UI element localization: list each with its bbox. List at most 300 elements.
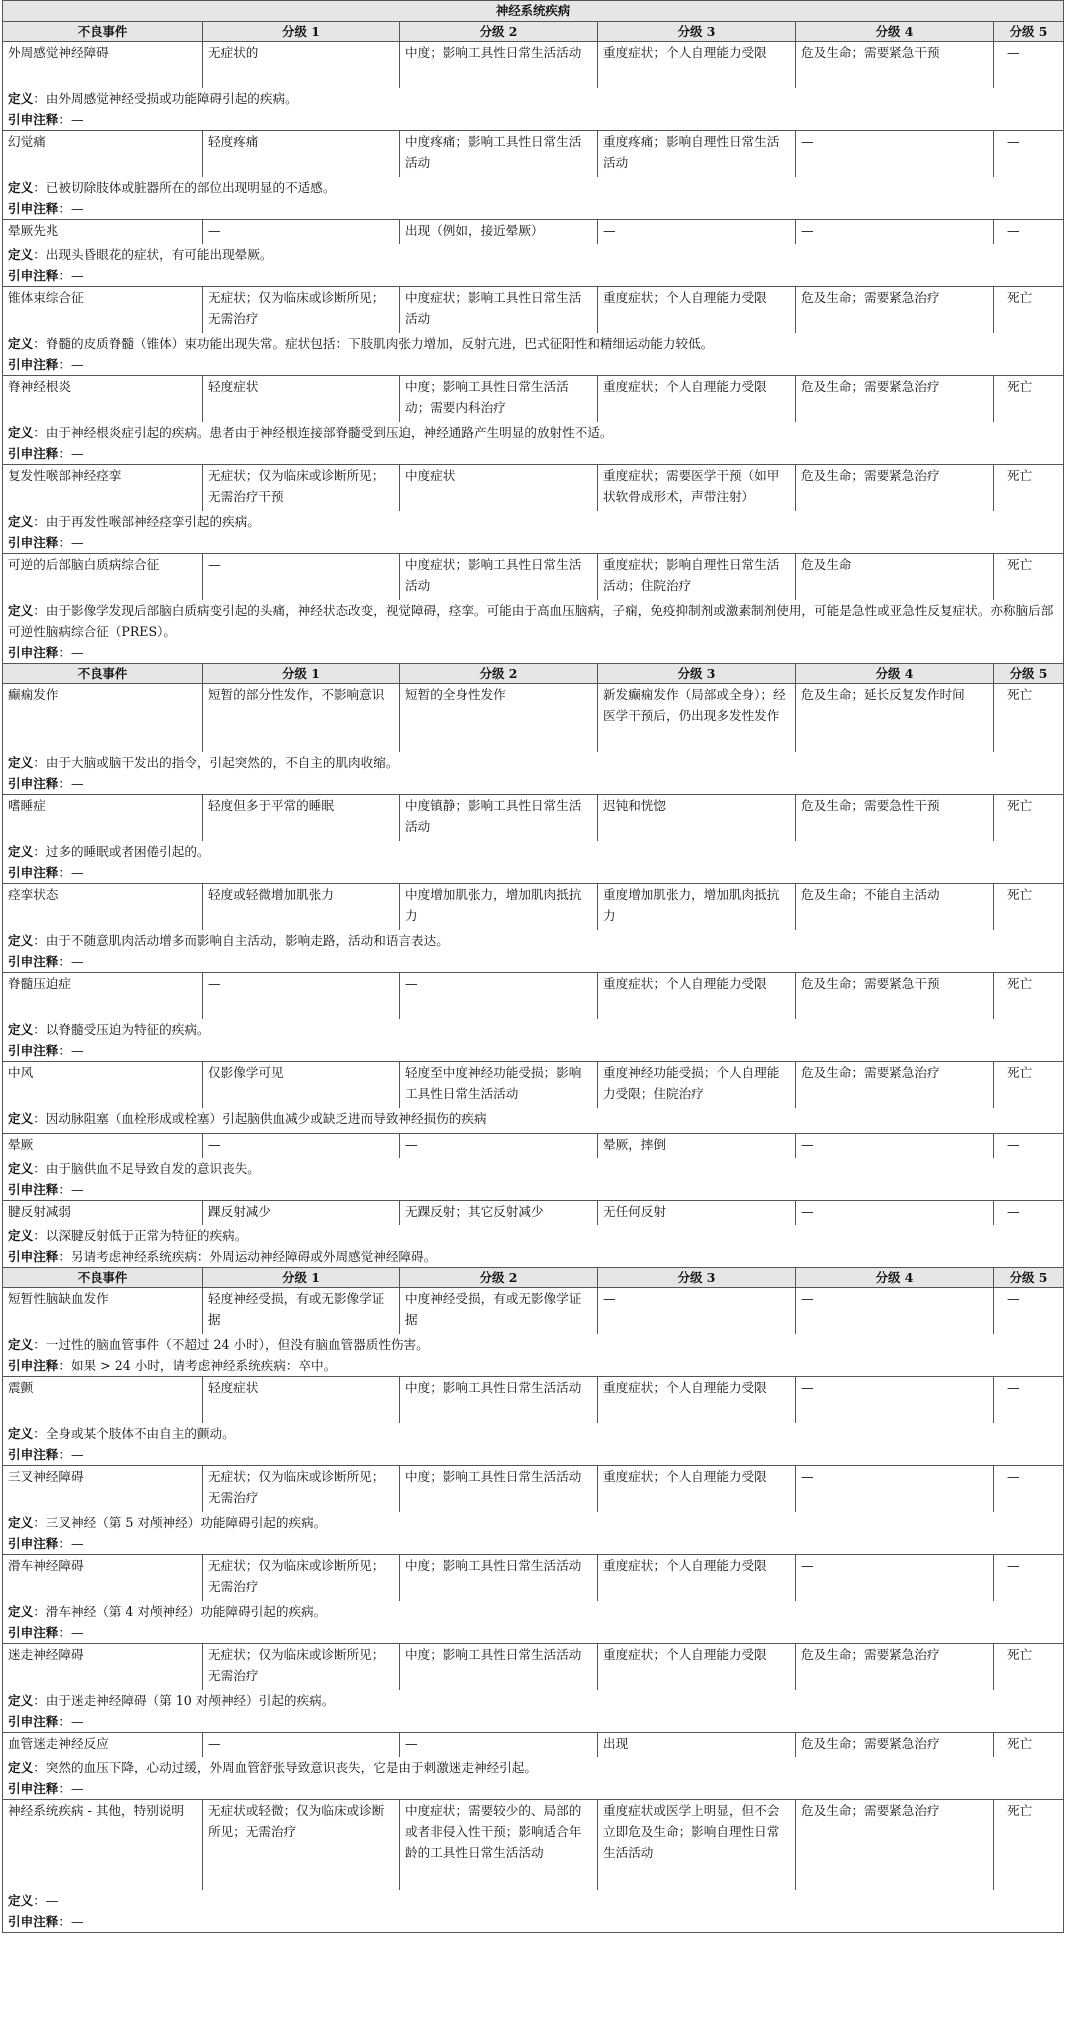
grade-1-cell: — <box>203 554 400 601</box>
note-text: ：另请考虑神经系统疾病：外周运动神经障碍或外周感觉神经障碍。 <box>58 1249 437 1264</box>
note-label: 引申注释 <box>8 1714 59 1729</box>
definition-cell <box>3 1334 1064 1355</box>
grade-3-cell: — <box>598 1288 796 1335</box>
grade-2-cell: 中度；影响工具性日常生活活动 <box>400 1377 598 1424</box>
header-grade-3: 分级 3 <box>598 664 796 684</box>
grade-1-cell: 短暂的部分性发作，不影响意识 <box>203 684 400 753</box>
note-row <box>3 354 1064 376</box>
grade-2-cell: 轻度至中度神经功能受损；影响工具性日常生活活动 <box>400 1062 598 1109</box>
definition-row <box>3 1757 1064 1778</box>
definition-cell <box>3 1512 1064 1533</box>
definition-row <box>3 1512 1064 1533</box>
note-text: ：— <box>58 1714 84 1729</box>
definition-row <box>3 752 1064 773</box>
grade-3-cell: 重度症状；需要医学干预（如甲状软骨成形术，声带注射） <box>598 465 796 512</box>
event-row <box>3 1134 1064 1159</box>
note-cell <box>3 642 1064 664</box>
definition-cell <box>3 177 1064 198</box>
note-row <box>3 265 1064 287</box>
grade-2-cell: 出现（例如，接近晕厥） <box>400 220 598 245</box>
event-name: 震颤 <box>3 1377 203 1424</box>
event-row <box>3 465 1064 512</box>
note-label: 引申注释 <box>8 1249 59 1264</box>
note-cell <box>3 265 1064 287</box>
note-label: 引申注释 <box>8 1358 59 1373</box>
grade-2-cell: — <box>400 1134 598 1159</box>
grade-5-cell: 死亡 <box>994 684 1064 753</box>
definition-label: 定义 <box>8 1893 34 1908</box>
note-label: 引申注释 <box>8 1625 59 1640</box>
event-name: 脊神经根炎 <box>3 376 203 423</box>
grade-4-cell: — <box>796 220 994 245</box>
header-grade-4: 分级 4 <box>796 1268 994 1288</box>
definition-label: 定义 <box>8 1426 34 1441</box>
grade-2-cell: 中度；影响工具性日常生活活动 <box>400 1466 598 1513</box>
grade-1-cell: 无症状；仅为临床或诊断所见；无需治疗干预 <box>203 465 400 512</box>
note-row <box>3 198 1064 220</box>
note-label: 引申注释 <box>8 1781 59 1796</box>
event-name: 腱反射减弱 <box>3 1201 203 1226</box>
grade-2-cell: 中度镇静；影响工具性日常生活活动 <box>400 795 598 842</box>
note-label: 引申注释 <box>8 954 59 969</box>
grade-2-cell: 中度症状；需要较少的、局部的或者非侵入性干预；影响适合年龄的工具性日常生活活动 <box>400 1800 598 1891</box>
grade-4-cell: 危及生命；需要急性干预 <box>796 795 994 842</box>
grade-4-cell: 危及生命；需要紧急治疗 <box>796 465 994 512</box>
grade-5-cell: — <box>994 42 1064 89</box>
grade-2-cell: 中度；影响工具性日常生活活动 <box>400 1555 598 1602</box>
note-text: ：— <box>58 645 84 660</box>
note-row <box>3 951 1064 973</box>
note-cell <box>3 1355 1064 1377</box>
event-row <box>3 884 1064 931</box>
definition-row <box>3 930 1064 951</box>
definition-row <box>3 1158 1064 1179</box>
event-name: 神经系统疾病 - 其他，特别说明 <box>3 1800 203 1891</box>
event-name: 短暂性脑缺血发作 <box>3 1288 203 1335</box>
grade-4-cell: 危及生命；需要紧急干预 <box>796 973 994 1020</box>
grade-1-cell: 轻度症状 <box>203 376 400 423</box>
definition-label: 定义 <box>8 247 34 262</box>
grade-1-cell: 轻度但多于平常的睡眠 <box>203 795 400 842</box>
definition-label: 定义 <box>8 1161 34 1176</box>
event-name: 锥体束综合征 <box>3 287 203 334</box>
grade-4-cell: 危及生命；不能自主活动 <box>796 884 994 931</box>
note-row <box>3 1911 1064 1933</box>
note-cell <box>3 773 1064 795</box>
grade-1-cell: 轻度症状 <box>203 1377 400 1424</box>
definition-label: 定义 <box>8 425 34 440</box>
definition-text: ：由于脑供血不足导致自发的意识丧失。 <box>33 1161 260 1176</box>
definition-cell <box>3 1108 1064 1129</box>
event-name: 嗜睡症 <box>3 795 203 842</box>
event-row <box>3 1466 1064 1513</box>
grade-3-cell: 重度症状；个人自理能力受限 <box>598 376 796 423</box>
header-adverse-event: 不良事件 <box>3 22 203 42</box>
header-row <box>3 664 1064 684</box>
grade-3-cell: 重度疼痛；影响自理性日常生活活动 <box>598 131 796 178</box>
grade-3-cell: 重度症状；个人自理能力受限 <box>598 1466 796 1513</box>
note-text: ：— <box>58 1536 84 1551</box>
definition-text: ：突然的血压下降，心动过缓，外周血管舒张导致意识丧失，它是由于刺激迷走神经引起。 <box>33 1760 537 1775</box>
grade-4-cell: — <box>796 1377 994 1424</box>
grade-5-cell: 死亡 <box>994 795 1064 842</box>
note-row <box>3 1778 1064 1800</box>
grade-5-cell: — <box>994 1288 1064 1335</box>
note-text: ：— <box>58 1043 84 1058</box>
event-name: 中风 <box>3 1062 203 1109</box>
grade-5-cell: — <box>994 1377 1064 1424</box>
event-name: 滑车神经障碍 <box>3 1555 203 1602</box>
grade-1-cell: — <box>203 973 400 1020</box>
definition-label: 定义 <box>8 755 34 770</box>
definition-label: 定义 <box>8 91 34 106</box>
note-row <box>3 443 1064 465</box>
note-text: ：— <box>58 1447 84 1462</box>
definition-row <box>3 177 1064 198</box>
definition-row <box>3 600 1064 642</box>
event-row <box>3 42 1064 89</box>
grade-2-cell: 短暂的全身性发作 <box>400 684 598 753</box>
event-name: 血管迷走神经反应 <box>3 1733 203 1758</box>
grade-5-cell: — <box>994 1134 1064 1159</box>
note-label: 引申注释 <box>8 776 59 791</box>
note-text: ：— <box>58 201 84 216</box>
note-label: 引申注释 <box>8 865 59 880</box>
grade-1-cell: 无症状；仅为临床或诊断所见；无需治疗 <box>203 1644 400 1691</box>
note-text: ：— <box>58 112 84 127</box>
grade-3-cell: 重度症状；个人自理能力受限 <box>598 287 796 334</box>
definition-row <box>3 1108 1064 1129</box>
grade-2-cell: — <box>400 1733 598 1758</box>
note-row <box>3 1179 1064 1201</box>
definition-label: 定义 <box>8 933 34 948</box>
note-label: 引申注释 <box>8 1182 59 1197</box>
definition-row <box>3 1225 1064 1246</box>
header-grade-2: 分级 2 <box>400 22 598 42</box>
adverse-event-table <box>2 0 1064 1933</box>
grade-2-cell: 中度；影响工具性日常生活活动；需要内科治疗 <box>400 376 598 423</box>
grade-2-cell: 中度；影响工具性日常生活活动 <box>400 42 598 89</box>
grade-3-cell: 重度症状或医学上明显，但不会立即危及生命；影响自理性日常生活活动 <box>598 1800 796 1891</box>
grade-4-cell: 危及生命；需要紧急治疗 <box>796 1800 994 1891</box>
grade-4-cell: 危及生命；需要紧急治疗 <box>796 1733 994 1758</box>
header-grade-5: 分级 5 <box>994 664 1064 684</box>
grade-2-cell: 中度疼痛；影响工具性日常生活活动 <box>400 131 598 178</box>
definition-text: ：过多的睡眠或者困倦引起的。 <box>33 844 210 859</box>
event-row <box>3 1733 1064 1758</box>
table-title: 神经系统疾病 <box>3 1 1064 22</box>
definition-label: 定义 <box>8 1604 34 1619</box>
header-grade-2: 分级 2 <box>400 1268 598 1288</box>
grade-1-cell: 无症状的 <box>203 42 400 89</box>
grade-3-cell: 重度症状；影响自理性日常生活活动；住院治疗 <box>598 554 796 601</box>
note-cell <box>3 1040 1064 1062</box>
definition-cell <box>3 1757 1064 1778</box>
grade-4-cell: — <box>796 1288 994 1335</box>
definition-text: ：三叉神经（第 5 对颅神经）功能障碍引起的疾病。 <box>33 1515 327 1530</box>
header-row <box>3 1268 1064 1288</box>
header-grade-4: 分级 4 <box>796 664 994 684</box>
note-label: 引申注释 <box>8 1536 59 1551</box>
grade-1-cell: 无症状；仅为临床或诊断所见；无需治疗 <box>203 1555 400 1602</box>
definition-text: ：由于影像学发现后部脑白质病变引起的头痛，神经状态改变，视觉障碍，痉挛。可能由于高血压脑病，子痫，免疫抑制剂或激素制剂使用，可能是急性或亚急性反复症状。亦称脑后部可逆性脑病综合征（PRES）。 <box>8 603 1054 639</box>
definition-row <box>3 244 1064 265</box>
note-cell <box>3 951 1064 973</box>
event-name: 痉挛状态 <box>3 884 203 931</box>
header-grade-1: 分级 1 <box>203 22 400 42</box>
definition-row <box>3 1601 1064 1622</box>
definition-cell <box>3 244 1064 265</box>
grade-5-cell: — <box>994 131 1064 178</box>
note-row <box>3 1355 1064 1377</box>
note-cell <box>3 862 1064 884</box>
grade-4-cell: — <box>796 1555 994 1602</box>
note-text: ：— <box>58 1182 84 1197</box>
definition-label: 定义 <box>8 1111 34 1126</box>
definition-cell <box>3 88 1064 109</box>
table-title-row <box>3 1 1064 22</box>
event-name: 癫痫发作 <box>3 684 203 753</box>
note-label: 引申注释 <box>8 446 59 461</box>
grade-2-cell: 无踝反射；其它反射减少 <box>400 1201 598 1226</box>
definition-text: ：全身或某个肢体不由自主的颤动。 <box>33 1426 235 1441</box>
definition-text: ：一过性的脑血管事件（不超过 24 小时），但没有脑血管器质性伤害。 <box>33 1337 429 1352</box>
definition-cell <box>3 1423 1064 1444</box>
definition-row <box>3 1334 1064 1355</box>
event-row <box>3 1555 1064 1602</box>
grade-3-cell: 迟钝和恍惚 <box>598 795 796 842</box>
event-name: 复发性喉部神经痉挛 <box>3 465 203 512</box>
definition-row <box>3 1423 1064 1444</box>
grade-3-cell: 重度症状；个人自理能力受限 <box>598 1644 796 1691</box>
definition-row <box>3 1890 1064 1911</box>
note-label: 引申注释 <box>8 201 59 216</box>
definition-cell <box>3 1019 1064 1040</box>
note-label: 引申注释 <box>8 268 59 283</box>
definition-text: ：由外周感觉神经受损或功能障碍引起的疾病。 <box>33 91 298 106</box>
definition-cell <box>3 1225 1064 1246</box>
event-name: 晕厥 <box>3 1134 203 1159</box>
grade-1-cell: 轻度疼痛 <box>203 131 400 178</box>
grade-1-cell: 无症状；仅为临床或诊断所见；无需治疗 <box>203 287 400 334</box>
event-row <box>3 220 1064 245</box>
grade-5-cell: 死亡 <box>994 1644 1064 1691</box>
definition-label: 定义 <box>8 514 34 529</box>
header-grade-5: 分级 5 <box>994 1268 1064 1288</box>
grade-5-cell: 死亡 <box>994 884 1064 931</box>
note-row <box>3 773 1064 795</box>
note-cell <box>3 1246 1064 1268</box>
grade-4-cell: 危及生命；延长反复发作时间 <box>796 684 994 753</box>
grade-5-cell: 死亡 <box>994 1800 1064 1891</box>
event-name: 晕厥先兆 <box>3 220 203 245</box>
grade-2-cell: 中度症状 <box>400 465 598 512</box>
grade-4-cell: — <box>796 1466 994 1513</box>
definition-label: 定义 <box>8 336 34 351</box>
grade-1-cell: — <box>203 1134 400 1159</box>
note-cell <box>3 198 1064 220</box>
grade-4-cell: — <box>796 1134 994 1159</box>
note-label: 引申注释 <box>8 112 59 127</box>
note-cell <box>3 532 1064 554</box>
header-grade-1: 分级 1 <box>203 664 400 684</box>
definition-cell <box>3 1158 1064 1179</box>
grade-3-cell: 重度症状；个人自理能力受限 <box>598 42 796 89</box>
grade-5-cell: 死亡 <box>994 973 1064 1020</box>
grade-1-cell: 轻度或轻微增加肌张力 <box>203 884 400 931</box>
definition-cell <box>3 511 1064 532</box>
note-text: ：如果 > 24 小时，请考虑神经系统疾病：卒中。 <box>58 1358 337 1373</box>
header-adverse-event: 不良事件 <box>3 664 203 684</box>
header-row <box>3 22 1064 42</box>
note-row <box>3 109 1064 131</box>
event-row <box>3 1062 1064 1109</box>
event-row <box>3 795 1064 842</box>
event-row <box>3 131 1064 178</box>
grade-4-cell: — <box>796 131 994 178</box>
definition-cell <box>3 600 1064 642</box>
note-label: 引申注释 <box>8 1043 59 1058</box>
definition-cell <box>3 333 1064 354</box>
note-label: 引申注释 <box>8 535 59 550</box>
definition-cell <box>3 1601 1064 1622</box>
event-row <box>3 684 1064 753</box>
definition-cell <box>3 1890 1064 1911</box>
header-grade-3: 分级 3 <box>598 22 796 42</box>
note-row <box>3 862 1064 884</box>
definition-text: ：由于迷走神经障碍（第 10 对颅神经）引起的疾病。 <box>33 1693 335 1708</box>
definition-cell <box>3 752 1064 773</box>
note-text: ：— <box>58 954 84 969</box>
definition-text: ：由于不随意肌肉活动增多而影响自主活动，影响走路，活动和语言表达。 <box>33 933 449 948</box>
event-row <box>3 376 1064 423</box>
grade-2-cell: 中度增加肌张力，增加肌肉抵抗力 <box>400 884 598 931</box>
definition-text: ：滑车神经（第 4 对颅神经）功能障碍引起的疾病。 <box>33 1604 327 1619</box>
note-cell <box>3 443 1064 465</box>
header-grade-3: 分级 3 <box>598 1268 796 1288</box>
event-row <box>3 1377 1064 1424</box>
note-row <box>3 532 1064 554</box>
note-row <box>3 1040 1064 1062</box>
definition-text: ：以脊髓受压迫为特征的疾病。 <box>33 1022 210 1037</box>
note-row <box>3 1444 1064 1466</box>
note-text: ：— <box>58 535 84 550</box>
definition-row <box>3 333 1064 354</box>
definition-text: ：由于再发性喉部神经痉挛引起的疾病。 <box>33 514 260 529</box>
definition-text: ：出现头昏眼花的症状，有可能出现晕厥。 <box>33 247 273 262</box>
note-cell <box>3 1444 1064 1466</box>
ctcae-sheet <box>2 0 1063 1933</box>
grade-5-cell: 死亡 <box>994 376 1064 423</box>
note-text: ：— <box>58 776 84 791</box>
event-name: 三叉神经障碍 <box>3 1466 203 1513</box>
definition-label: 定义 <box>8 1760 34 1775</box>
definition-text: ：由于神经根炎症引起的疾病。患者由于神经根连接部脊髓受到压迫，神经通路产生明显的放射性不适。 <box>33 425 613 440</box>
grade-3-cell: 重度增加肌张力，增加肌肉抵抗力 <box>598 884 796 931</box>
note-cell <box>3 1622 1064 1644</box>
definition-cell <box>3 841 1064 862</box>
note-row <box>3 642 1064 664</box>
definition-label: 定义 <box>8 1022 34 1037</box>
definition-label: 定义 <box>8 1693 34 1708</box>
grade-1-cell: 踝反射减少 <box>203 1201 400 1226</box>
definition-row <box>3 1690 1064 1711</box>
note-label: 引申注释 <box>8 357 59 372</box>
grade-5-cell: — <box>994 1466 1064 1513</box>
note-cell <box>3 1711 1064 1733</box>
definition-row <box>3 422 1064 443</box>
note-row <box>3 1246 1064 1268</box>
grade-3-cell: 出现 <box>598 1733 796 1758</box>
grade-5-cell: 死亡 <box>994 1733 1064 1758</box>
note-cell <box>3 1533 1064 1555</box>
header-grade-4: 分级 4 <box>796 22 994 42</box>
note-label: 引申注释 <box>8 645 59 660</box>
grade-4-cell: 危及生命；需要紧急治疗 <box>796 1644 994 1691</box>
event-name: 脊髓压迫症 <box>3 973 203 1020</box>
definition-text: ：因动脉阻塞（血栓形成或栓塞）引起脑供血减少或缺乏进而导致神经损伤的疾病 <box>33 1111 487 1126</box>
note-cell <box>3 109 1064 131</box>
grade-5-cell: 死亡 <box>994 1062 1064 1109</box>
note-text: ：— <box>58 865 84 880</box>
note-text: ：— <box>58 1781 84 1796</box>
grade-3-cell: 重度症状；个人自理能力受限 <box>598 1377 796 1424</box>
note-row <box>3 1622 1064 1644</box>
definition-label: 定义 <box>8 180 34 195</box>
note-cell <box>3 1911 1064 1933</box>
grade-5-cell: — <box>994 1201 1064 1226</box>
note-text: ：— <box>58 1625 84 1640</box>
definition-row <box>3 841 1064 862</box>
definition-text: ：脊髓的皮质脊髓（锥体）束功能出现失常。症状包括：下肢肌肉张力增加，反射亢进，巴式征阳性和精细运动能力较低。 <box>33 336 714 351</box>
grade-5-cell: — <box>994 1555 1064 1602</box>
event-name: 外周感觉神经障碍 <box>3 42 203 89</box>
grade-5-cell: 死亡 <box>994 287 1064 334</box>
event-row <box>3 287 1064 334</box>
definition-label: 定义 <box>8 1228 34 1243</box>
grade-4-cell: 危及生命；需要紧急治疗 <box>796 376 994 423</box>
definition-text: ：— <box>33 1893 59 1908</box>
definition-row <box>3 1019 1064 1040</box>
note-label: 引申注释 <box>8 1447 59 1462</box>
note-cell <box>3 1179 1064 1201</box>
definition-label: 定义 <box>8 603 34 618</box>
grade-4-cell: 危及生命；需要紧急治疗 <box>796 1062 994 1109</box>
event-row <box>3 1800 1064 1891</box>
header-grade-2: 分级 2 <box>400 664 598 684</box>
grade-2-cell: 中度神经受损，有或无影像学证据 <box>400 1288 598 1335</box>
definition-row <box>3 511 1064 532</box>
note-label: 引申注释 <box>8 1914 59 1929</box>
definition-cell <box>3 930 1064 951</box>
note-text: ：— <box>58 446 84 461</box>
grade-2-cell: — <box>400 973 598 1020</box>
header-grade-5: 分级 5 <box>994 22 1064 42</box>
grade-3-cell: 重度症状；个人自理能力受限 <box>598 1555 796 1602</box>
event-row <box>3 1288 1064 1335</box>
grade-3-cell: 无任何反射 <box>598 1201 796 1226</box>
definition-label: 定义 <box>8 844 34 859</box>
grade-5-cell: 死亡 <box>994 554 1064 601</box>
note-cell <box>3 1778 1064 1800</box>
grade-1-cell: 仅影像学可见 <box>203 1062 400 1109</box>
header-adverse-event: 不良事件 <box>3 1268 203 1288</box>
event-name: 幻觉痛 <box>3 131 203 178</box>
grade-4-cell: — <box>796 1201 994 1226</box>
event-row <box>3 1644 1064 1691</box>
grade-4-cell: 危及生命；需要紧急治疗 <box>796 287 994 334</box>
grade-1-cell: 无症状或轻微；仅为临床或诊断所见；无需治疗 <box>203 1800 400 1891</box>
